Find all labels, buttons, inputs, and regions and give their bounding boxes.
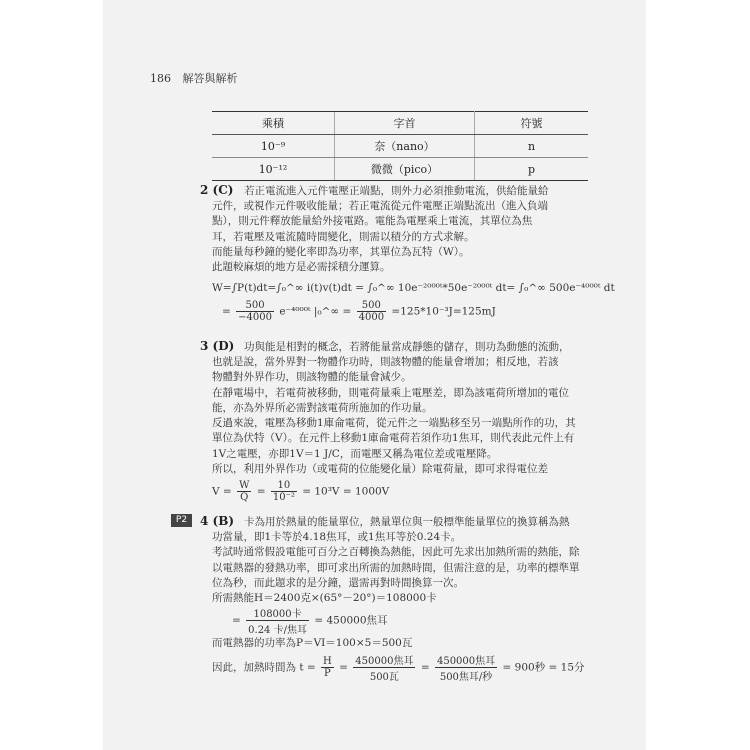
text-line: 點），則元件釋放能量給外接電路。電能為電壓乘上電流，其單位為焦 [212, 215, 533, 228]
numerator: 500 [236, 300, 274, 312]
formula-power: 而電熱器的功率為P＝VI＝100×5＝500瓦 [212, 637, 413, 649]
denominator: 4000 [358, 312, 385, 323]
text-line: 考試時通常假設電能可百分之百轉換為熱能，因此可先求出加熱所需的熱能，除 [212, 546, 580, 559]
table-cell: 10⁻⁹ [212, 135, 335, 158]
answer-2-label [200, 183, 233, 197]
numerator: 108000卡 [246, 605, 309, 621]
answer-choice: (D) [212, 339, 235, 353]
answer-number: 2 [200, 183, 209, 197]
answer-3-text-first [244, 340, 570, 355]
text-line: 以電熱器的發熱功率，即可求出所需的加熱時間，但需注意的是，功率的標準單 [212, 561, 580, 574]
p2-tag: P2 [171, 514, 192, 527]
denominator: 0.24 卡/焦耳 [248, 625, 307, 636]
text-line: 在靜電場中，若電荷被移動，則電荷量乘上電壓差，即為該電荷所增加的電位 [212, 386, 569, 399]
answer-4-label [200, 514, 234, 528]
page-number: 186 [150, 72, 171, 85]
formula-part: = 450000焦耳 [314, 614, 388, 627]
denominator: 500焦耳/秒 [439, 672, 493, 683]
text-line: 1V之電壓，亦即1V＝1 J/C，而電壓又稱為電位差或電壓降。 [212, 447, 498, 460]
table-header: 乘積 [212, 112, 335, 135]
answer-4-text [212, 530, 580, 606]
formula-energy-result [222, 300, 496, 323]
formula-heating-time [212, 652, 585, 683]
formula-heat-conversion [232, 605, 388, 636]
answer-2-text [212, 199, 548, 275]
fraction [357, 300, 386, 323]
text-line: 物體對外界作功，則該物體的能量會減少。 [212, 371, 412, 384]
text-line: 所需熱能H＝2400克×(65°－20°)＝108000卡 [212, 592, 437, 605]
numerator: H [323, 656, 332, 667]
formula-energy-integral: W=∫P(t)dt=∫₀^∞ i(t)v(t)dt = ∫₀^∞ 10e⁻²⁰⁰⁰ᵗ*50e⁻²⁰⁰⁰ᵗ dt= ∫₀^∞ 500e⁻⁴⁰⁰⁰ᵗ dt [212, 282, 615, 294]
answer-2-text-first [244, 184, 549, 199]
numerator: 10 [271, 480, 297, 492]
fraction [246, 605, 309, 636]
answer-number: 3 [200, 339, 209, 353]
denominator: 500瓦 [369, 672, 399, 683]
formula-part: = [339, 661, 348, 674]
prefix-table [212, 111, 588, 181]
text-line: 能，亦為外界所必需對該電荷所施加的作功量。 [212, 401, 433, 414]
text-line: 元件，或視作元件吸收能量；若正電流從元件電壓正端點流出（進入負端 [212, 200, 548, 212]
numerator: W [239, 480, 250, 491]
answer-number: 4 [200, 514, 209, 528]
formula-part: = [232, 614, 241, 627]
table-row [212, 135, 588, 158]
numerator: 500 [357, 300, 386, 312]
text-line: 耳，若電壓及電流隨時間變化，則需以積分的方式求解。 [212, 230, 475, 243]
table-cell: n [475, 135, 589, 158]
formula-part: 因此，加熱時間為 t = [212, 661, 316, 674]
denominator: −4000 [238, 312, 272, 323]
answer-choice: (C) [212, 183, 234, 197]
text-line: 而能量每秒鐘的變化率即為功率，其單位為瓦特（W）。 [212, 245, 470, 258]
text-line: 反過來說，電壓為移動1庫侖電荷，從元件之一端點移至另一端點所作的功，其 [212, 417, 576, 430]
fraction [236, 300, 274, 323]
table-cell: 10⁻¹² [212, 158, 335, 181]
page-header [150, 70, 238, 86]
fraction [271, 480, 297, 503]
text-line: 此題較麻煩的地方是必需採積分運算。 [212, 261, 391, 274]
fraction [237, 480, 251, 503]
answer-3-label [200, 339, 234, 353]
numerator: 450000焦耳 [353, 652, 415, 668]
fraction [435, 652, 497, 683]
formula-part: = 900秒 = 15分 [502, 661, 585, 674]
denominator: Q [240, 492, 249, 503]
fraction [321, 656, 334, 679]
numerator: 450000焦耳 [435, 652, 497, 668]
text-line: 功與能是相對的概念，若將能量當成靜態的儲存，則功為動態的流動， [244, 341, 570, 353]
section-title: 解答與解析 [182, 72, 238, 85]
text-line: 功當量，即1卡等於4.18焦耳，或1焦耳等於0.24卡。 [212, 531, 462, 543]
formula-part: = [256, 485, 266, 498]
formula-part: = [420, 661, 430, 674]
table-cell: 微微（pico） [335, 158, 475, 181]
formula-part: =125*10⁻³J=125mJ [391, 305, 496, 318]
answer-3-text [212, 355, 576, 477]
formula-part: = 10³V = 1000V [302, 485, 390, 498]
table-cell: 奈（nano） [335, 135, 475, 158]
text-line: 也就是說，當外界對一物體作功時，則該物體的能量會增加；相反地，若該 [212, 356, 559, 368]
text-line: 若正電流進入元件電壓正端點，則外力必須推動電流，供給能量給 [244, 185, 549, 197]
text-line: 位為秒，而此題求的是分鐘，還需再對時間換算一次。 [212, 576, 464, 589]
formula-part: = [222, 305, 231, 318]
text-line: 卡為用於熱量的能量單位，熱量單位與一般標準能量單位的換算稱為熱 [244, 516, 570, 528]
table-cell: p [475, 158, 589, 181]
table-row [212, 158, 588, 181]
answer-4-text-first [244, 515, 570, 530]
denominator: P [324, 668, 331, 679]
text-line: 單位為伏特（V）。在元件上移動1庫侖電荷若須作功1焦耳，則代表此元件上有 [212, 432, 575, 445]
text-line: 所以，利用外界作功（或電荷的位能變化量）除電荷量，即可求得電位差 [212, 463, 548, 476]
formula-part: e⁻⁴⁰⁰⁰ᵗ |₀^∞ = [279, 305, 352, 318]
formula-voltage [212, 480, 389, 503]
table-header-row [212, 112, 588, 135]
denominator: 10⁻² [272, 492, 295, 503]
table-header: 符號 [475, 112, 589, 135]
table-header: 字首 [335, 112, 475, 135]
fraction [353, 652, 415, 683]
formula-part: V = [212, 485, 232, 498]
answer-choice: (B) [212, 514, 235, 528]
